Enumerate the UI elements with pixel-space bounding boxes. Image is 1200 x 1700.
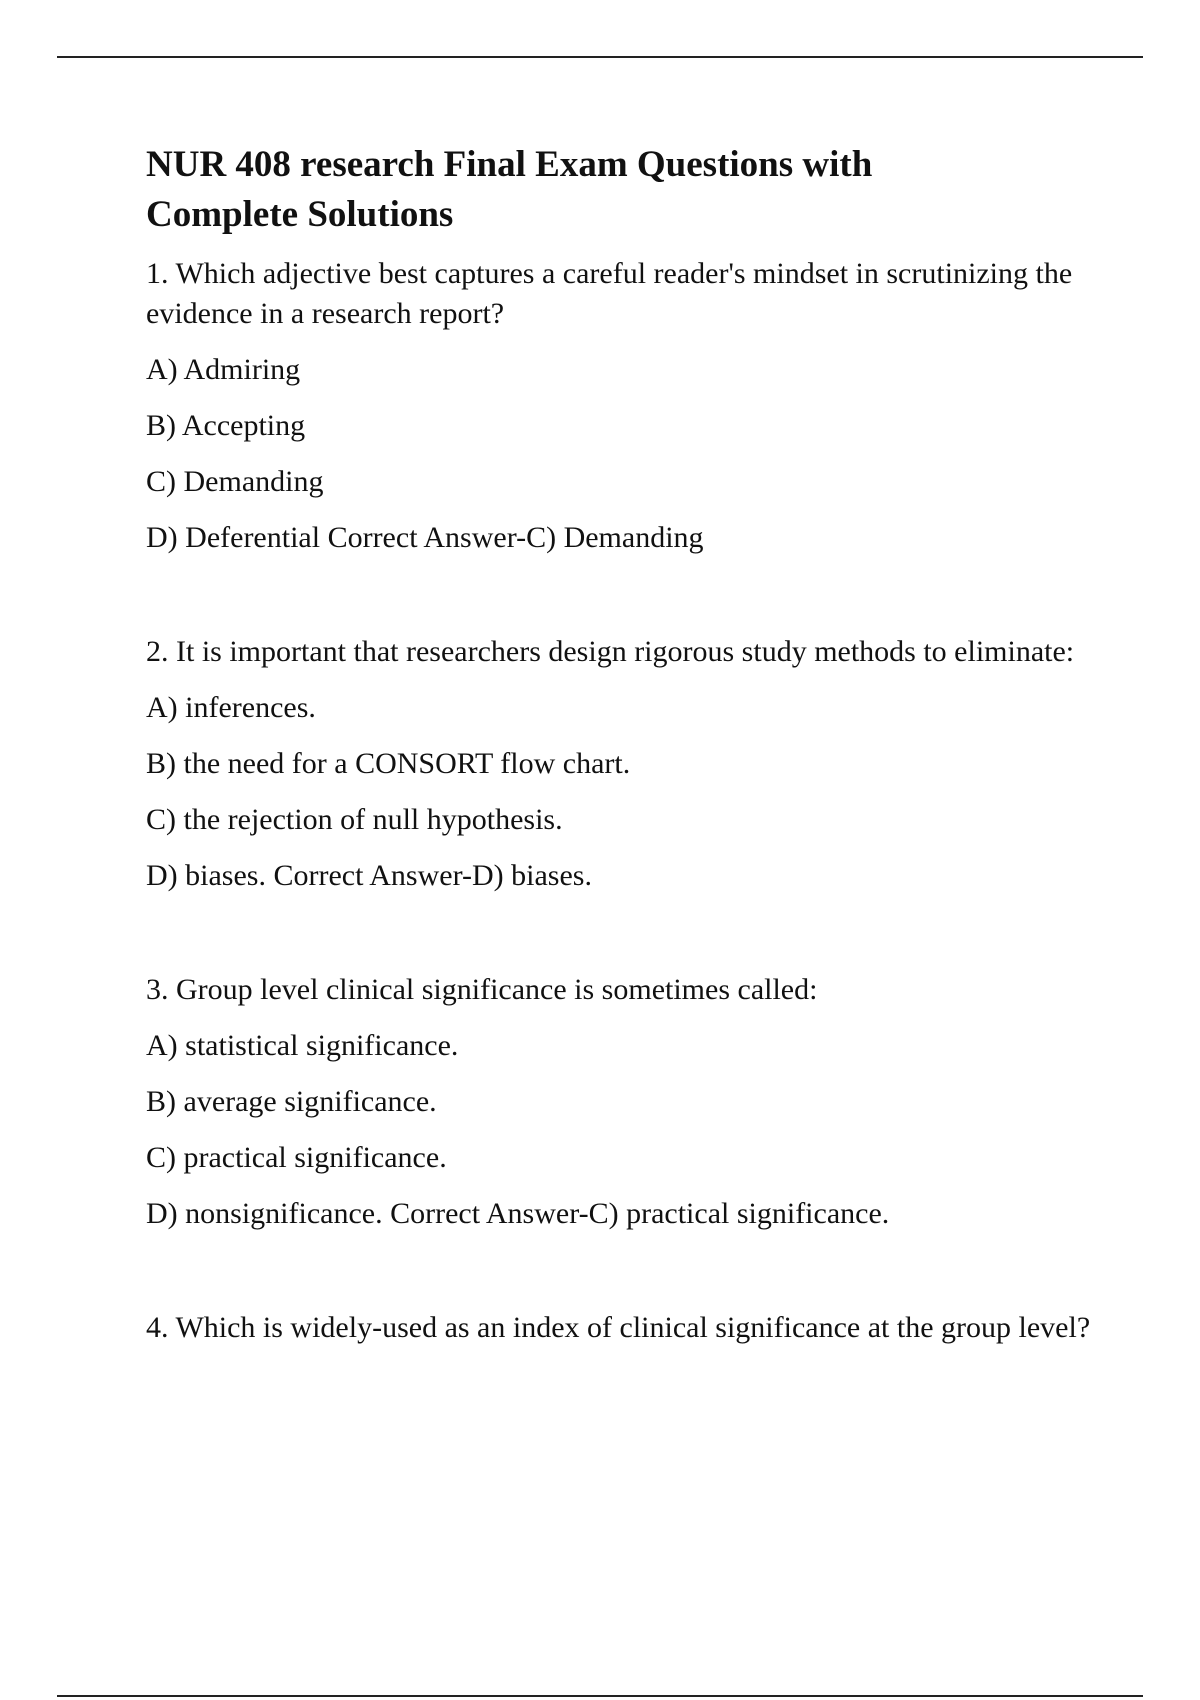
option-a: A) statistical significance. [146,1029,459,1062]
question-1 [146,254,1106,558]
question-spacer [146,574,1106,632]
option-b: B) Accepting [146,409,306,442]
question-4 [146,1308,1106,1348]
option-d-with-answer: D) biases. Correct Answer-D) biases. [146,859,592,892]
footer-rule [57,1695,1143,1697]
option-d-with-answer: D) nonsignificance. Correct Answer-C) practical significance. [146,1197,890,1230]
option-c: C) the rejection of null hypothesis. [146,803,563,836]
document-title: NUR 408 research Final Exam Questions with Complete Solutions [146,144,873,235]
question-text: 1. Which adjective best captures a careful reader's mindset in scrutinizing the evidence in a research report? [146,257,1073,330]
question-text: 2. It is important that researchers design rigorous study methods to eliminate: [146,635,1075,668]
option-c: C) Demanding [146,465,324,498]
option-b: B) the need for a CONSORT flow chart. [146,747,631,780]
question-text: 3. Group level clinical significance is sometimes called: [146,973,818,1006]
question-2 [146,632,1106,896]
option-d-with-answer: D) Deferential Correct Answer-C) Demanding [146,521,704,554]
option-b: B) average significance. [146,1085,437,1118]
question-spacer [146,1250,1106,1308]
option-c: C) practical significance. [146,1141,447,1174]
question-3 [146,970,1106,1234]
question-text: 4. Which is widely-used as an index of clinical significance at the group level? [146,1311,1091,1344]
option-a: A) Admiring [146,353,301,386]
page-content [146,140,1106,1364]
option-a: A) inferences. [146,691,316,724]
question-spacer [146,912,1106,970]
header-rule [57,56,1143,58]
